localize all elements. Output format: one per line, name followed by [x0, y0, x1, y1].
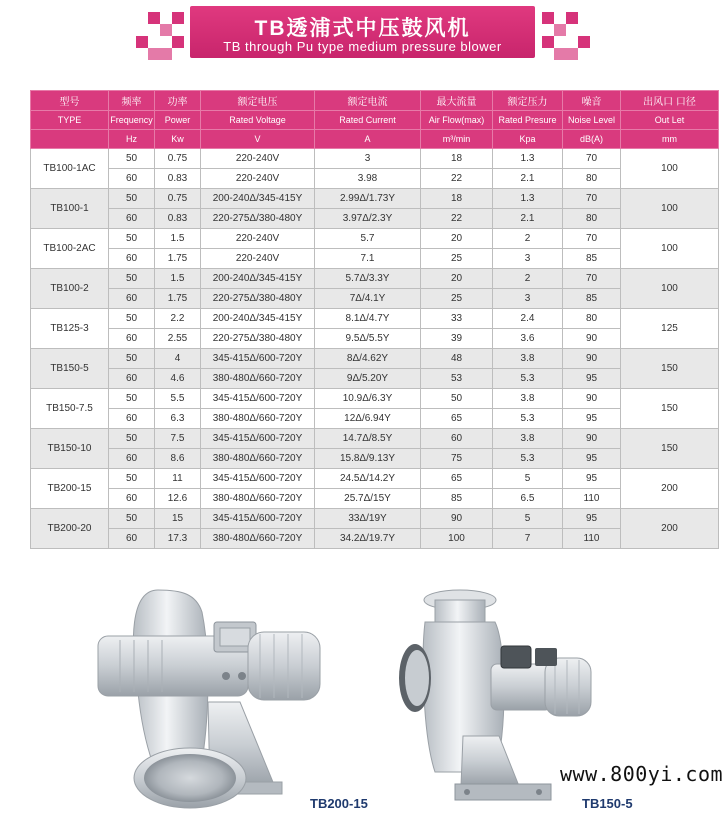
- pixel-decoration: [160, 48, 172, 60]
- pressure-cell: 2.1: [493, 209, 563, 229]
- current-cell: 9Δ/5.20Y: [315, 369, 421, 389]
- power-cell: 7.5: [155, 429, 201, 449]
- airflow-cell: 48: [421, 349, 493, 369]
- noise-cell: 90: [563, 389, 621, 409]
- pressure-cell: 1.3: [493, 189, 563, 209]
- airflow-cell: 65: [421, 409, 493, 429]
- current-cell: 2.99Δ/1.73Y: [315, 189, 421, 209]
- voltage-cell: 220-275Δ/380-480Y: [201, 289, 315, 309]
- current-cell: 5.7: [315, 229, 421, 249]
- frequency-cell: 50: [109, 229, 155, 249]
- pressure-cell: 5: [493, 469, 563, 489]
- airflow-cell: 33: [421, 309, 493, 329]
- pressure-cell: 5.3: [493, 449, 563, 469]
- noise-cell: 85: [563, 289, 621, 309]
- noise-cell: 90: [563, 329, 621, 349]
- power-cell: 5.5: [155, 389, 201, 409]
- column-header: Frequency: [109, 111, 155, 130]
- voltage-cell: 380-480Δ/660-720Y: [201, 449, 315, 469]
- power-cell: 15: [155, 509, 201, 529]
- pressure-cell: 3: [493, 289, 563, 309]
- photo-caption-right: TB150-5: [582, 796, 633, 811]
- airflow-cell: 100: [421, 529, 493, 549]
- power-cell: 1.75: [155, 289, 201, 309]
- outlet-cell: 150: [621, 349, 719, 389]
- pressure-cell: 2: [493, 229, 563, 249]
- power-cell: 0.75: [155, 189, 201, 209]
- column-header: 噪音: [563, 91, 621, 111]
- current-cell: 8Δ/4.62Y: [315, 349, 421, 369]
- noise-cell: 80: [563, 169, 621, 189]
- pressure-cell: 5.3: [493, 369, 563, 389]
- pressure-cell: 5.3: [493, 409, 563, 429]
- current-cell: 7.1: [315, 249, 421, 269]
- model-cell: TB100-1: [31, 189, 109, 229]
- current-cell: 3.97Δ/2.3Y: [315, 209, 421, 229]
- column-header: Power: [155, 111, 201, 130]
- power-cell: 1.75: [155, 249, 201, 269]
- voltage-cell: 345-415Δ/600-720Y: [201, 509, 315, 529]
- outlet-cell: 100: [621, 149, 719, 189]
- model-cell: TB150-7.5: [31, 389, 109, 429]
- pixel-decoration: [172, 12, 184, 24]
- pressure-cell: 2.1: [493, 169, 563, 189]
- voltage-cell: 380-480Δ/660-720Y: [201, 369, 315, 389]
- power-cell: 0.83: [155, 169, 201, 189]
- outlet-cell: 200: [621, 509, 719, 549]
- power-cell: 1.5: [155, 229, 201, 249]
- outlet-cell: 150: [621, 389, 719, 429]
- model-cell: TB100-1AC: [31, 149, 109, 189]
- airflow-cell: 25: [421, 289, 493, 309]
- pixel-decoration: [148, 48, 160, 60]
- pressure-cell: 5: [493, 509, 563, 529]
- airflow-cell: 20: [421, 229, 493, 249]
- pixel-decoration: [542, 12, 554, 24]
- current-cell: 34.2Δ/19.7Y: [315, 529, 421, 549]
- frequency-cell: 60: [109, 449, 155, 469]
- column-header: 额定电压: [201, 91, 315, 111]
- voltage-cell: 345-415Δ/600-720Y: [201, 389, 315, 409]
- column-header: 频率: [109, 91, 155, 111]
- noise-cell: 70: [563, 189, 621, 209]
- frequency-cell: 60: [109, 169, 155, 189]
- voltage-cell: 200-240Δ/345-415Y: [201, 269, 315, 289]
- column-header: A: [315, 130, 421, 149]
- noise-cell: 90: [563, 349, 621, 369]
- column-header: 额定压力: [493, 91, 563, 111]
- column-header: 功率: [155, 91, 201, 111]
- column-header: Rated Current: [315, 111, 421, 130]
- table-row: [31, 249, 719, 269]
- column-header: Air Flow(max): [421, 111, 493, 130]
- header-row: [31, 111, 719, 130]
- power-cell: 11: [155, 469, 201, 489]
- airflow-cell: 53: [421, 369, 493, 389]
- pixel-decoration: [542, 36, 554, 48]
- column-header: mm: [621, 130, 719, 149]
- noise-cell: 70: [563, 269, 621, 289]
- outlet-cell: 125: [621, 309, 719, 349]
- outlet-cell: 100: [621, 189, 719, 229]
- pressure-cell: 3.8: [493, 429, 563, 449]
- table-row: [31, 269, 719, 289]
- current-cell: 8.1Δ/4.7Y: [315, 309, 421, 329]
- power-cell: 2.55: [155, 329, 201, 349]
- current-cell: 5.7Δ/3.3Y: [315, 269, 421, 289]
- pixel-decoration: [172, 36, 184, 48]
- model-cell: TB200-20: [31, 509, 109, 549]
- spec-table: [30, 90, 719, 549]
- voltage-cell: 380-480Δ/660-720Y: [201, 529, 315, 549]
- pixel-decoration: [578, 36, 590, 48]
- current-cell: 9.5Δ/5.5Y: [315, 329, 421, 349]
- pixel-decoration: [554, 24, 566, 36]
- voltage-cell: 345-415Δ/600-720Y: [201, 429, 315, 449]
- pressure-cell: 1.3: [493, 149, 563, 169]
- outlet-cell: 150: [621, 429, 719, 469]
- table-row: [31, 169, 719, 189]
- noise-cell: 110: [563, 529, 621, 549]
- airflow-cell: 20: [421, 269, 493, 289]
- column-header: Out Let: [621, 111, 719, 130]
- frequency-cell: 60: [109, 329, 155, 349]
- column-header: dB(A): [563, 130, 621, 149]
- power-cell: 0.83: [155, 209, 201, 229]
- airflow-cell: 25: [421, 249, 493, 269]
- airflow-cell: 18: [421, 149, 493, 169]
- frequency-cell: 60: [109, 289, 155, 309]
- table-body: [31, 149, 719, 549]
- power-cell: 2.2: [155, 309, 201, 329]
- table-row: [31, 509, 719, 529]
- table-row: [31, 289, 719, 309]
- voltage-cell: 200-240Δ/345-415Y: [201, 309, 315, 329]
- column-header: 最大流量: [421, 91, 493, 111]
- noise-cell: 95: [563, 369, 621, 389]
- frequency-cell: 50: [109, 189, 155, 209]
- table-row: [31, 389, 719, 409]
- power-cell: 6.3: [155, 409, 201, 429]
- voltage-cell: 220-240V: [201, 149, 315, 169]
- model-cell: TB150-10: [31, 429, 109, 469]
- pressure-cell: 3.8: [493, 349, 563, 369]
- pixel-decoration: [566, 48, 578, 60]
- table-row: [31, 449, 719, 469]
- table-row: [31, 369, 719, 389]
- column-header: 型号: [31, 91, 109, 111]
- column-header: m³/min: [421, 130, 493, 149]
- table-row: [31, 349, 719, 369]
- pressure-cell: 2.4: [493, 309, 563, 329]
- pixel-decoration: [554, 48, 566, 60]
- watermark: www.800yi.com: [560, 762, 724, 786]
- model-cell: TB150-5: [31, 349, 109, 389]
- frequency-cell: 60: [109, 369, 155, 389]
- column-header: Kw: [155, 130, 201, 149]
- current-cell: 14.7Δ/8.5Y: [315, 429, 421, 449]
- frequency-cell: 60: [109, 209, 155, 229]
- frequency-cell: 50: [109, 309, 155, 329]
- voltage-cell: 380-480Δ/660-720Y: [201, 409, 315, 429]
- noise-cell: 70: [563, 149, 621, 169]
- blower-photo-tb200-15: [90, 582, 330, 814]
- current-cell: 7Δ/4.1Y: [315, 289, 421, 309]
- airflow-cell: 65: [421, 469, 493, 489]
- frequency-cell: 50: [109, 349, 155, 369]
- page-header: [0, 0, 725, 62]
- voltage-cell: 220-275Δ/380-480Y: [201, 209, 315, 229]
- table-row: [31, 469, 719, 489]
- power-cell: 8.6: [155, 449, 201, 469]
- frequency-cell: 50: [109, 429, 155, 449]
- current-cell: 12Δ/6.94Y: [315, 409, 421, 429]
- frequency-cell: 50: [109, 149, 155, 169]
- noise-cell: 70: [563, 229, 621, 249]
- column-header: Hz: [109, 130, 155, 149]
- current-cell: 10.9Δ/6.3Y: [315, 389, 421, 409]
- power-cell: 4.6: [155, 369, 201, 389]
- pressure-cell: 3.6: [493, 329, 563, 349]
- table-row: [31, 529, 719, 549]
- current-cell: 3: [315, 149, 421, 169]
- column-header: Rated Voltage: [201, 111, 315, 130]
- airflow-cell: 22: [421, 169, 493, 189]
- power-cell: 17.3: [155, 529, 201, 549]
- table-row: [31, 329, 719, 349]
- noise-cell: 110: [563, 489, 621, 509]
- frequency-cell: 60: [109, 489, 155, 509]
- table-row: [31, 229, 719, 249]
- pressure-cell: 7: [493, 529, 563, 549]
- column-header: 出风口 口径: [621, 91, 719, 111]
- column-header: 额定电流: [315, 91, 421, 111]
- column-header: [31, 130, 109, 149]
- title-chinese: TB透浦式中压鼓风机: [254, 17, 471, 40]
- pressure-cell: 3.8: [493, 389, 563, 409]
- frequency-cell: 50: [109, 509, 155, 529]
- voltage-cell: 220-240V: [201, 169, 315, 189]
- table-row: [31, 209, 719, 229]
- power-cell: 12.6: [155, 489, 201, 509]
- pixel-decoration: [148, 12, 160, 24]
- frequency-cell: 60: [109, 409, 155, 429]
- column-header: TYPE: [31, 111, 109, 130]
- pressure-cell: 2: [493, 269, 563, 289]
- frequency-cell: 50: [109, 269, 155, 289]
- pixel-decoration: [566, 12, 578, 24]
- table-row: [31, 189, 719, 209]
- model-cell: TB200-15: [31, 469, 109, 509]
- noise-cell: 95: [563, 449, 621, 469]
- voltage-cell: 380-480Δ/660-720Y: [201, 489, 315, 509]
- pressure-cell: 3: [493, 249, 563, 269]
- pressure-cell: 6.5: [493, 489, 563, 509]
- noise-cell: 95: [563, 509, 621, 529]
- column-header: V: [201, 130, 315, 149]
- table-row: [31, 489, 719, 509]
- photo-caption-left: TB200-15: [310, 796, 368, 811]
- current-cell: 25.7Δ/15Y: [315, 489, 421, 509]
- airflow-cell: 85: [421, 489, 493, 509]
- pixel-decoration: [160, 24, 172, 36]
- power-cell: 0.75: [155, 149, 201, 169]
- model-cell: TB100-2AC: [31, 229, 109, 269]
- noise-cell: 80: [563, 309, 621, 329]
- power-cell: 1.5: [155, 269, 201, 289]
- table-row: [31, 429, 719, 449]
- frequency-cell: 50: [109, 389, 155, 409]
- noise-cell: 85: [563, 249, 621, 269]
- table-header: [31, 91, 719, 149]
- column-header: Kpa: [493, 130, 563, 149]
- voltage-cell: 220-240V: [201, 229, 315, 249]
- voltage-cell: 345-415Δ/600-720Y: [201, 349, 315, 369]
- noise-cell: 90: [563, 429, 621, 449]
- voltage-cell: 220-275Δ/380-480Y: [201, 329, 315, 349]
- noise-cell: 95: [563, 469, 621, 489]
- power-cell: 4: [155, 349, 201, 369]
- airflow-cell: 39: [421, 329, 493, 349]
- current-cell: 33Δ/19Y: [315, 509, 421, 529]
- airflow-cell: 75: [421, 449, 493, 469]
- current-cell: 15.8Δ/9.13Y: [315, 449, 421, 469]
- table-row: [31, 149, 719, 169]
- voltage-cell: 220-240V: [201, 249, 315, 269]
- airflow-cell: 22: [421, 209, 493, 229]
- model-cell: TB125-3: [31, 309, 109, 349]
- outlet-cell: 200: [621, 469, 719, 509]
- frequency-cell: 60: [109, 529, 155, 549]
- noise-cell: 95: [563, 409, 621, 429]
- noise-cell: 80: [563, 209, 621, 229]
- table-row: [31, 409, 719, 429]
- airflow-cell: 90: [421, 509, 493, 529]
- voltage-cell: 345-415Δ/600-720Y: [201, 469, 315, 489]
- column-header: Rated Presure: [493, 111, 563, 130]
- pixel-decoration: [136, 36, 148, 48]
- outlet-cell: 100: [621, 229, 719, 269]
- airflow-cell: 50: [421, 389, 493, 409]
- current-cell: 24.5Δ/14.2Y: [315, 469, 421, 489]
- outlet-cell: 100: [621, 269, 719, 309]
- airflow-cell: 60: [421, 429, 493, 449]
- model-cell: TB100-2: [31, 269, 109, 309]
- airflow-cell: 18: [421, 189, 493, 209]
- title-english: TB through Pu type medium pressure blower: [223, 39, 502, 54]
- header-row: [31, 130, 719, 149]
- table-row: [31, 309, 719, 329]
- title-banner: [190, 6, 535, 58]
- frequency-cell: 50: [109, 469, 155, 489]
- current-cell: 3.98: [315, 169, 421, 189]
- column-header: Noise Level: [563, 111, 621, 130]
- frequency-cell: 60: [109, 249, 155, 269]
- voltage-cell: 200-240Δ/345-415Y: [201, 189, 315, 209]
- header-row: [31, 91, 719, 111]
